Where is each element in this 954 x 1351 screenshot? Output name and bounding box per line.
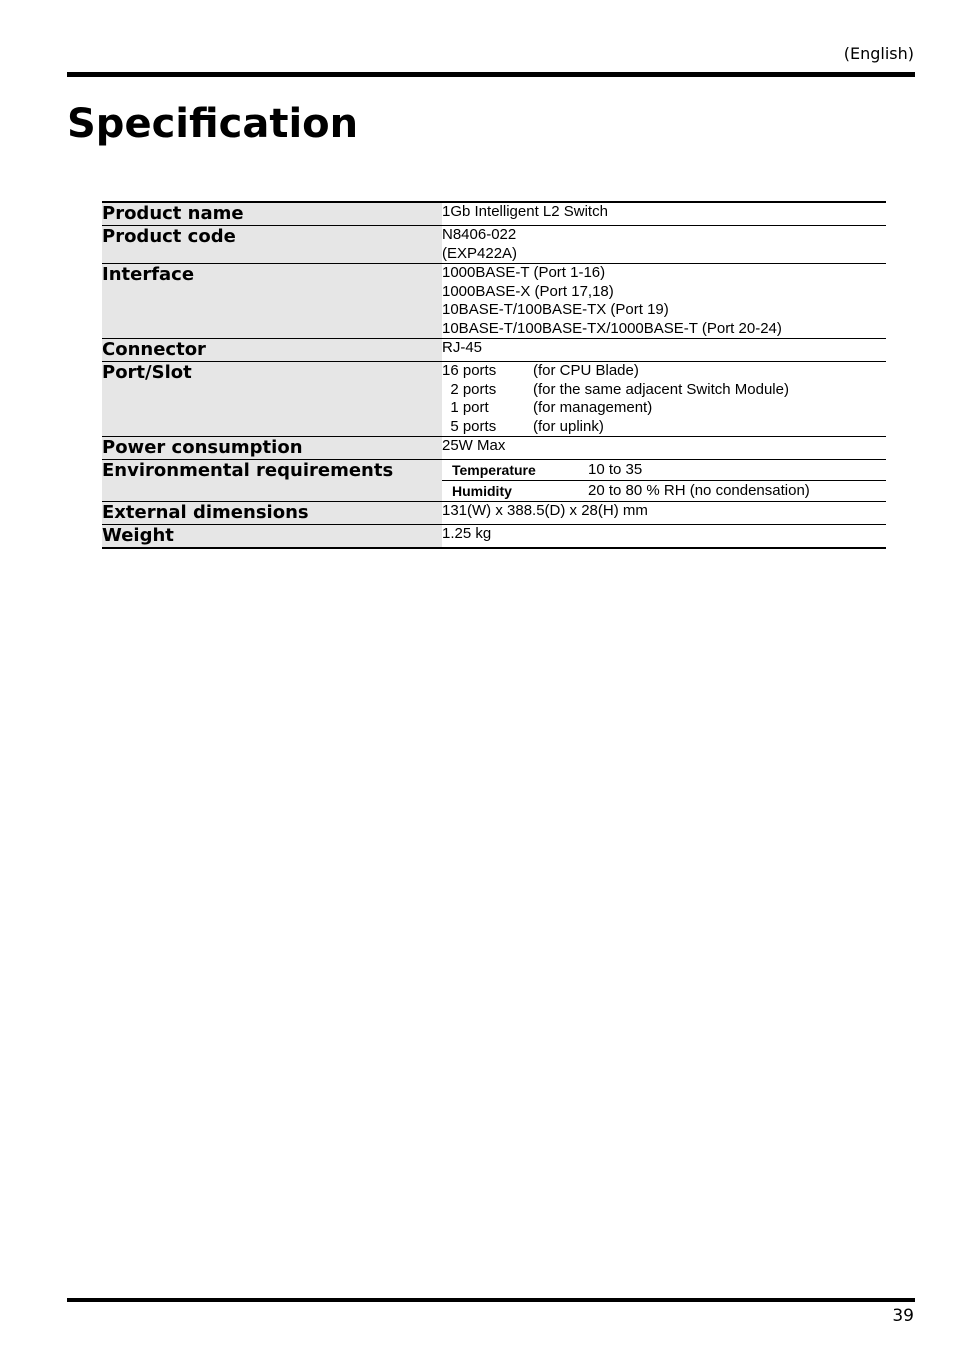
spec-row-port-slot (102, 362, 886, 437)
port-count: 1 port (442, 399, 489, 416)
port-row (442, 381, 886, 400)
spec-label: Power consumption (102, 437, 442, 460)
temperature-line (442, 460, 886, 481)
spec-value (442, 362, 886, 437)
header-language-label: (English) (843, 44, 914, 63)
spec-row-environment (102, 460, 886, 502)
header-rule (67, 72, 915, 77)
spec-line: (EXP422A) (442, 244, 518, 262)
spec-row-interface (102, 264, 886, 339)
spec-row-connector (102, 339, 886, 362)
humidity-line (442, 481, 886, 501)
spec-label: Port/Slot (102, 362, 442, 437)
port-purpose: (for the same adjacent Switch Module) (533, 380, 789, 398)
temperature-label: Temperature (452, 462, 536, 478)
spec-line: 1000BASE-X (Port 17,18) (442, 282, 614, 300)
specification-table (102, 201, 886, 549)
port-count: 5 ports (442, 417, 497, 435)
spec-label: Interface (102, 264, 442, 339)
spec-value (442, 226, 886, 264)
port-purpose: (for management) (533, 399, 653, 416)
temperature-value: 10 to 35 (588, 461, 643, 478)
port-row (442, 399, 886, 418)
spec-label: External dimensions (102, 502, 442, 525)
spec-row-product-code (102, 226, 886, 264)
spec-label: Product name (102, 202, 442, 226)
port-count: 16 ports (442, 362, 497, 379)
spec-value: 131(W) x 388.5(D) x 28(H) mm (442, 502, 886, 525)
spec-label: Product code (102, 226, 442, 264)
spec-line: 1000BASE-T (Port 1-16) (442, 264, 606, 281)
port-row (442, 362, 886, 381)
spec-label: Weight (102, 525, 442, 549)
spec-row-power (102, 437, 886, 460)
spec-row-dimensions (102, 502, 886, 525)
port-count: 2 ports (442, 380, 497, 398)
port-purpose: (for CPU Blade) (533, 362, 639, 379)
spec-label: Environmental requirements (102, 460, 442, 502)
spec-value: RJ-45 (442, 339, 886, 362)
spec-value: 25W Max (442, 437, 886, 460)
spec-value (442, 460, 886, 502)
spec-row-weight (102, 525, 886, 549)
page-title: Specification (67, 101, 359, 147)
humidity-label: Humidity (452, 483, 512, 499)
footer-rule (67, 1298, 915, 1302)
spec-value: 1Gb Intelligent L2 Switch (442, 203, 608, 220)
spec-line: 10BASE-T/100BASE-TX/1000BASE-T (Port 20-24) (442, 319, 782, 337)
spec-value (442, 264, 886, 339)
spec-line: N8406-022 (442, 226, 517, 243)
port-row (442, 418, 886, 437)
spec-value: 1.25 kg (442, 525, 886, 549)
spec-label: Connector (102, 339, 442, 362)
port-purpose: (for uplink) (533, 417, 604, 435)
spec-line: 10BASE-T/100BASE-TX (Port 19) (442, 301, 669, 318)
spec-row-product-name (102, 202, 886, 226)
page-number: 39 (892, 1306, 914, 1326)
humidity-value: 20 to 80 % RH (no condensation) (588, 482, 810, 499)
